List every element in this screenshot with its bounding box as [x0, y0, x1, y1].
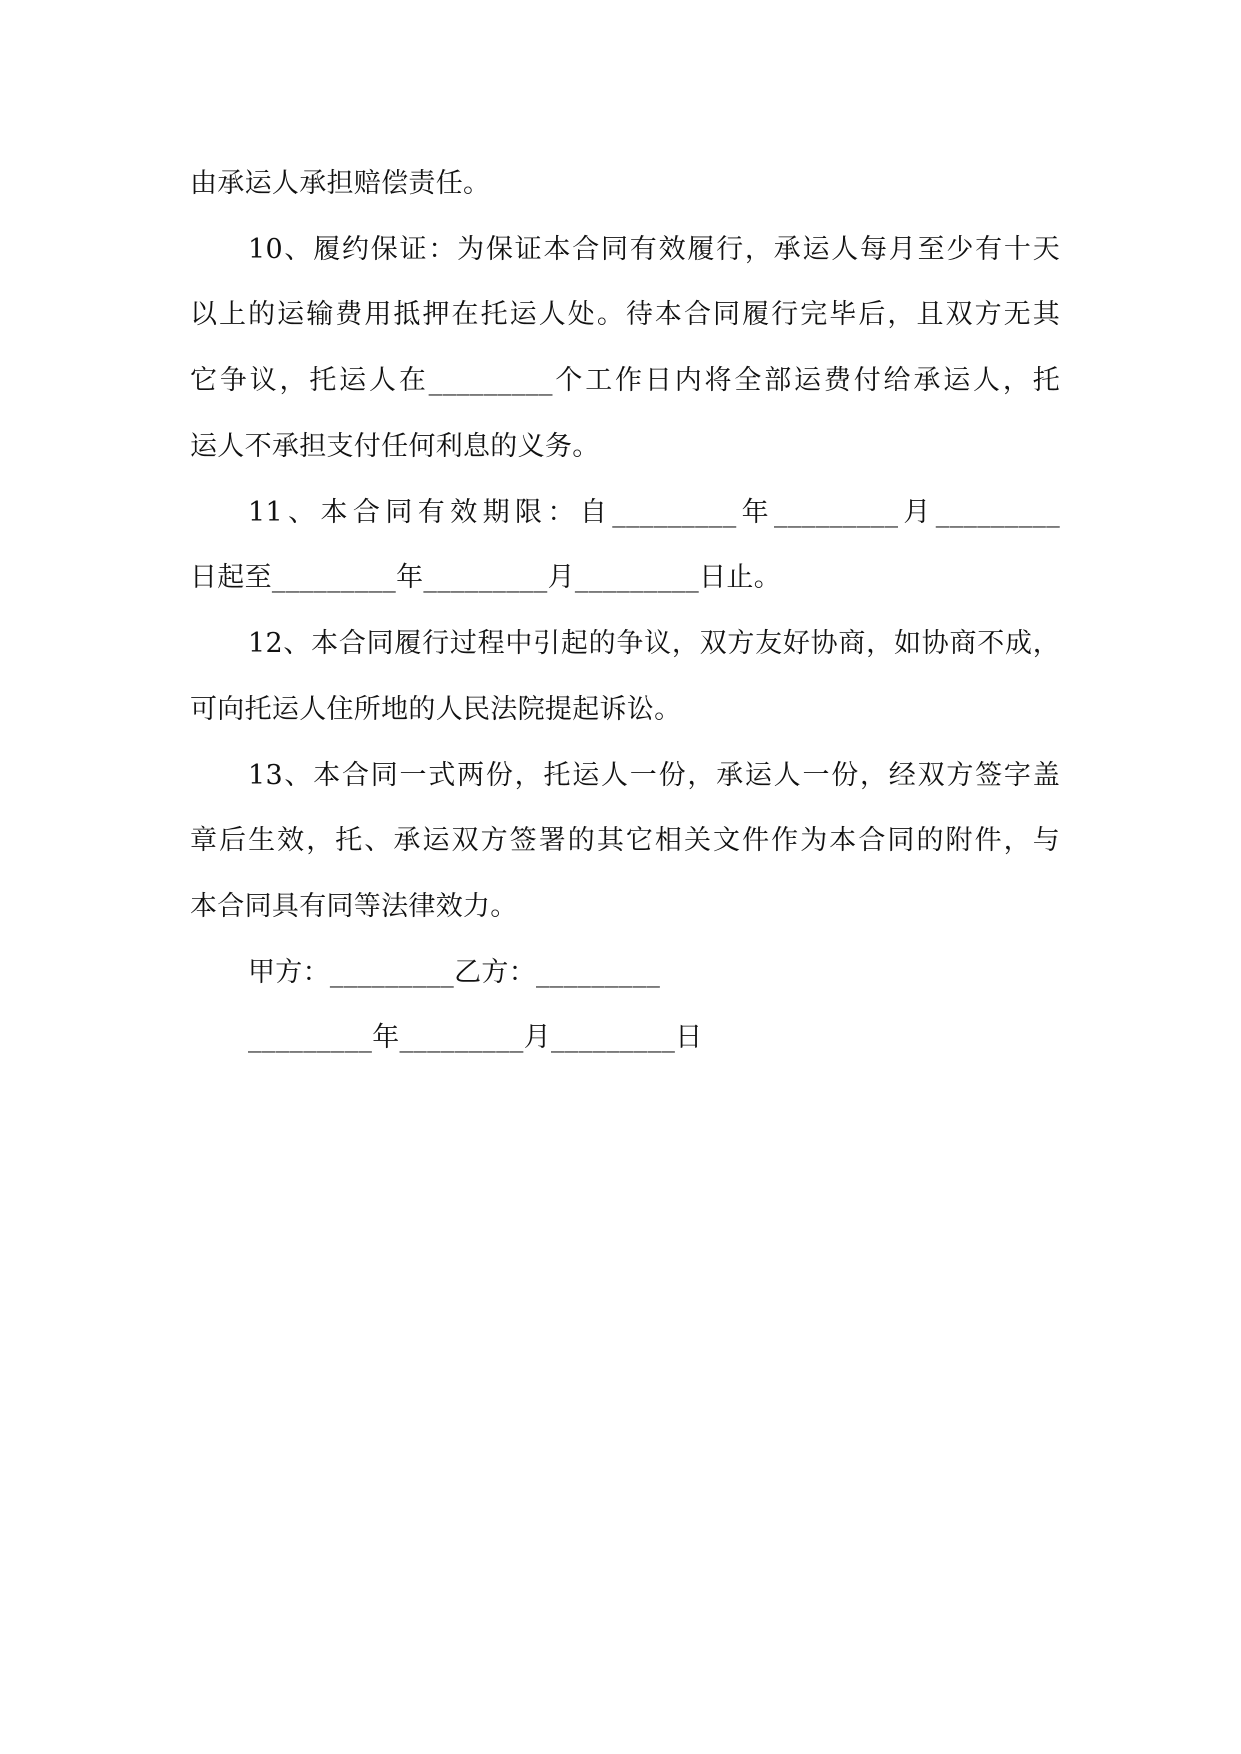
paragraph-9-end: 由承运人承担赔偿责任。: [190, 168, 491, 199]
clause-12-line-2: 可向托运人住所地的人民法院提起诉讼。: [190, 694, 682, 725]
clause-10-line-3: 它争议，托运人在_________个工作日内将全部运费付给承运人，托: [190, 365, 1060, 396]
clause-11-line-1: 11、本合同有效期限：自_________年_________月_________: [248, 497, 1060, 528]
clause-10-line-2: 以上的运输费用抵押在托运人处。待本合同履行完毕后，且双方无其: [190, 299, 1060, 330]
signature-parties: 甲方：_________乙方：_________: [248, 957, 661, 988]
clause-10-line-4: 运人不承担支付任何利息的义务。: [190, 431, 600, 462]
clause-13-line-3: 本合同具有同等法律效力。: [190, 891, 518, 922]
clause-12-line-1: 12、本合同履行过程中引起的争议，双方友好协商，如协商不成，: [248, 628, 1060, 659]
signature-date: _________年_________月_________日: [248, 1022, 703, 1053]
clause-13-line-1: 13、本合同一式两份，托运人一份，承运人一份，经双方签字盖: [248, 760, 1060, 791]
clause-10-line-1: 10、履约保证：为保证本合同有效履行，承运人每月至少有十天: [248, 234, 1060, 265]
clause-13-line-2: 章后生效，托、承运双方签署的其它相关文件作为本合同的附件，与: [190, 825, 1060, 856]
clause-11-line-2: 日起至_________年_________月_________日止。: [190, 562, 781, 593]
